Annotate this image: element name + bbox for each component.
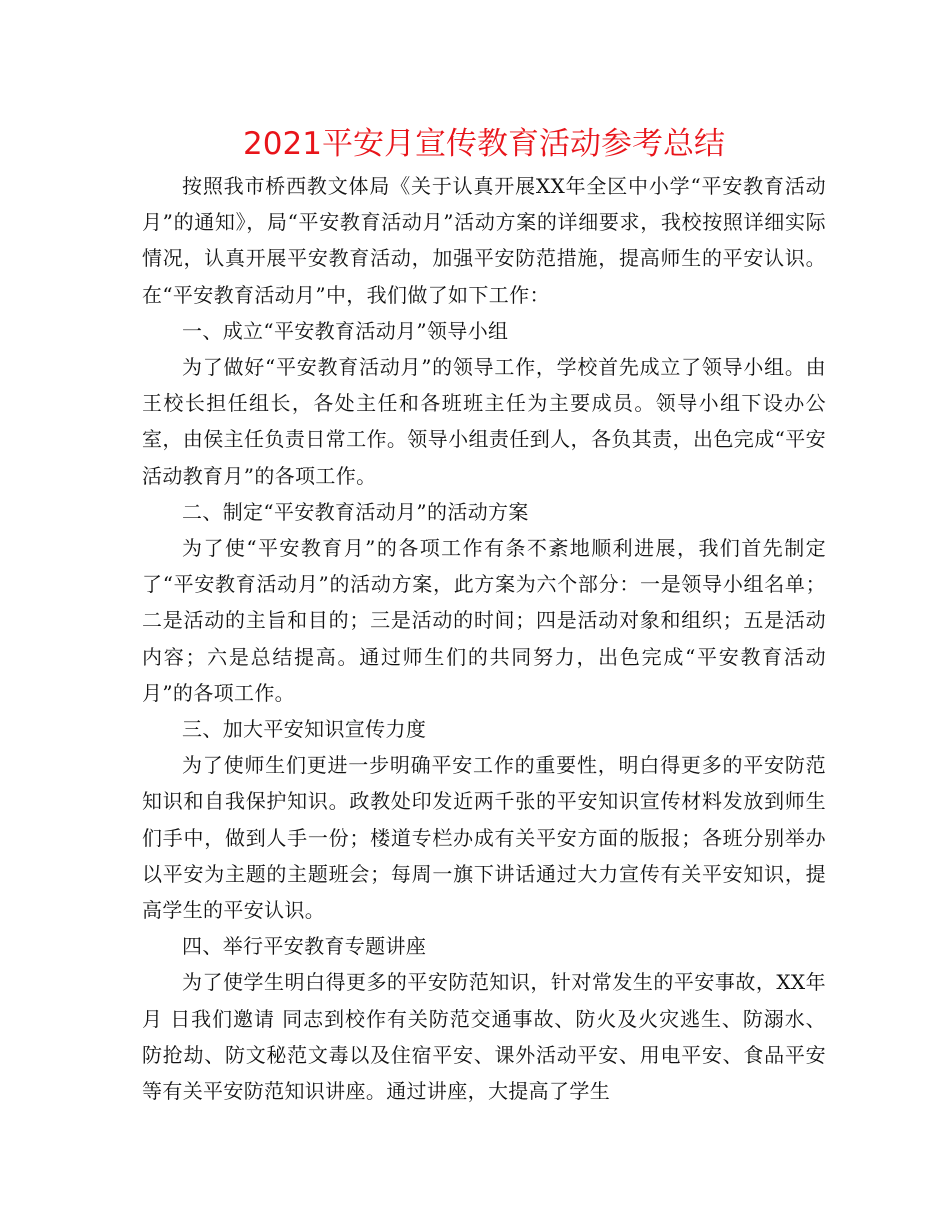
section-paragraph-4: 为了使学生明白得更多的平安防范知识，针对常发生的平安事故，XX年 月 日我们邀请 同志到校作有关防范交通事故、防火及火灾逃生、防溺水、防抢劫、防文秘范文毒以及住宿平安、课外活动平安、用电平安、食品平安等有关平安防范知识讲座。通过讲座，大提高了学生 — [142, 970, 826, 1104]
section-paragraph-2: 为了使“平安教育月”的各项工作有条不紊地顺利进展，我们首先制定了“平安教育活动月”的活动方案，此方案为六个部分：一是领导小组名单；二是活动的主旨和目的；三是活动的时间；四是活动对象和组织；五是活动内容；六是总结提高。通过师生们的共同努力，出色完成“平安教育活动月”的各项工作。 — [142, 536, 826, 705]
section-heading-1: 一、成立“平安教育活动月”领导小组 — [182, 318, 509, 343]
section-paragraph-3: 为了使师生们更进一步明确平安工作的重要性，明白得更多的平安防范知识和自我保护知识。政教处印发近两千张的平安知识宣传材料发放到师生们手中，做到人手一份；楼道专栏办成有关平安方面的版报；各班分别举办以平安为主题的主题班会；每周一旗下讲话通过大力宣传有关平安知识，提高学生的平安认识。 — [142, 753, 826, 923]
section-heading-2: 二、制定“平安教育活动月”的活动方案 — [182, 499, 529, 524]
document-title: 2021平安月宣传教育活动参考总结 — [243, 126, 725, 162]
section-heading-4: 四、举行平安教育专题讲座 — [182, 934, 427, 959]
section-heading-3: 三、加大平安知识宣传力度 — [182, 717, 427, 742]
intro-paragraph: 按照我市桥西教文体局《关于认真开展XX年全区中小学“平安教育活动月”的通知》，局“平安教育活动月”活动方案的详细要求，我校按照详细实际情况，认真开展平安教育活动，加强平安防范措施，提高师生的平安认识。在“平安教育活动月”中，我们做了如下工作： — [142, 174, 826, 307]
document-page — [142, 120, 826, 1109]
section-paragraph-1: 为了做好“平安教育活动月”的领导工作，学校首先成立了领导小组。由王校长担任组长，各处主任和各班班主任为主要成员。领导小组下设办公室，由侯主任负责日常工作。领导小组责任到人，各负其责，出色完成“平安活动教育月”的各项工作。 — [142, 355, 826, 488]
